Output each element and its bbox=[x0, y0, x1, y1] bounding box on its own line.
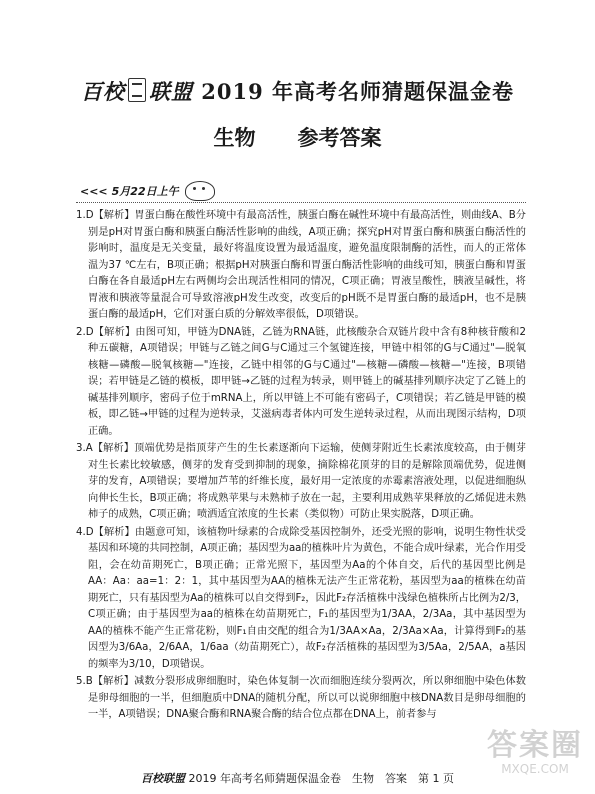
answer-content bbox=[76, 208, 526, 725]
date-banner bbox=[80, 180, 215, 202]
answer-item-1: 1.D【解析】胃蛋白酶在酸性环境中有最高活性，胰蛋白酶在碱性环境中有最高活性，则曲线A、B分别是pH对胃蛋白酶和胰蛋白酶活性影响的曲线，A项正确；探究pH对胃蛋白酶和胰蛋白酶活性的影响时，温度是无关变量，最好将温度设置为最适温度，避免温度限制酶的活性，而人的正常体温为37 ℃左右，B项正确；根据pH对胰蛋白酶和胃蛋白酶活性影响的曲线可知，胰蛋白酶和胃蛋白酶在各自最适pH左右两侧均会出现活性相同的情况，C项正确；胃液呈酸性，胰液呈碱性，将胃液和胰液等量混合可导致溶液pH发生改变，改变后的pH既不是胃蛋白酶的最适pH，也不是胰蛋白酶的最适pH，它们对蛋白质的分解效率很低，D项错误。 bbox=[76, 210, 526, 320]
arrows-icon: <<< bbox=[80, 184, 108, 198]
watermark-small: MXQE.COM bbox=[501, 762, 569, 776]
brand-logo-text: 百校 bbox=[80, 79, 125, 104]
answer-item-2: 2.D【解析】由图可知，甲链为DNA链，乙链为RNA链，此核酸杂合双链片段中含有8种核苷酸和2种五碳糖，A项错误；甲链与乙链之间G与C通过三个氢键连接，甲链中相邻的G与C通过"—脱氧核糖—磷酸—脱氧核糖—"连接，乙链中相邻的G与C通过"—核糖—磷酸—核糖—"连接，B项错误；若甲链是乙链的模板，即甲链→乙链的过程为转录，则甲链上的碱基排列顺序决定了乙链上的碱基排列顺序，密码子位于mRNA上，所以甲链上不可能有密码子，C项错误；若乙链是甲链的模板，即乙链→甲链的过程为逆转录，艾滋病毒者体内可发生逆转录过程，从而出现图示结构，D项正确。 bbox=[76, 326, 526, 437]
answer-item-4: 4.D【解析】由题意可知，该植物叶绿素的合成除受基因控制外，还受光照的影响，说明生物性状受基因和环境的共同控制，A项正确；基因型为aa的植株叶片为黄色，不能合成叶绿素，光合作用受阻，会在幼苗期死亡，B项正确；正常光照下，基因型为Aa的个体自交，后代的基因型比例是AA：Aa：aa=1：2：1，其中基因型为AA的植株无法产生正常花粉，基因型为aa的植株在幼苗期死亡，只有基因型为Aa的植株可以自交得到F₂，因此F₂存活植株中浅绿色植株所占比例为2/3，C项正确；由于基因型为aa的植株在幼苗期死亡，F₁的基因型为1/3AA，2/3Aa，其中基因型为AA的植株不能产生正常花粉，则F₁自由交配的组合为1/3AA×Aa，2/3Aa×Aa，计算得到F₂的基因型为3/6Aa，2/6AA，1/6aa（幼苗期死亡），故F₂存活植株的基因型为3/5Aa，2/5AA，a基因的频率为3/10，D项错误。 bbox=[76, 526, 526, 670]
page-title: 2019 年高考名师猜题保温金卷 bbox=[201, 79, 515, 104]
answer-label: 参考答案 bbox=[297, 126, 382, 150]
divider bbox=[76, 202, 526, 203]
brand-logo-text-2: 联盟 bbox=[148, 79, 193, 104]
brand-seal-icon bbox=[128, 78, 146, 102]
subtitle bbox=[0, 122, 595, 152]
footer-logo-text-2: 联盟 bbox=[163, 772, 185, 785]
cartoon-icon bbox=[185, 181, 215, 201]
subject-label: 生物 bbox=[213, 126, 256, 150]
answer-item-3: 3.A【解析】顶端优势是指顶芽产生的生长素逐渐向下运输，使侧芽附近生长素浓度较高，由于侧芽对生长素比较敏感，侧芽的发育受到抑制的现象，摘除棉花顶芽的目的是解除顶端优势，促进侧芽的发育，A项错误；要增加芦苇的纤维长度，最好用一定浓度的赤霉素溶液处理，以促进细胞纵向伸长生长，B项正确；将成熟苹果与未熟柿子放在一起，主要利用成熟苹果释放的乙烯促进未熟柿子的成熟，C项正确；喷洒适宜浓度的生长素（类似物）可防止果实脱落，D项正确。 bbox=[76, 443, 526, 520]
footer-text: 2019 年高考名师猜题保温金卷 生物 答案 第 1 页 bbox=[188, 772, 454, 785]
watermark-big: 答案圈 bbox=[487, 728, 583, 763]
date-label: 5月22日上午 bbox=[111, 185, 179, 198]
watermark bbox=[480, 730, 590, 790]
footer-logo-text: 百校 bbox=[141, 772, 163, 785]
answer-item-5: 5.B【解析】减数分裂形成卵细胞时，染色体复制一次而细胞连续分裂两次，所以卵细胞中染色体数是卵母细胞的一半，但细胞质中DNA的随机分配，所以可以说卵细胞中核DNA数目是卵母细胞的一半，A项错误；DNA聚合酶和RNA聚合酶的结合位点都在DNA上，前者参与 bbox=[76, 676, 526, 720]
page-header bbox=[0, 76, 595, 106]
